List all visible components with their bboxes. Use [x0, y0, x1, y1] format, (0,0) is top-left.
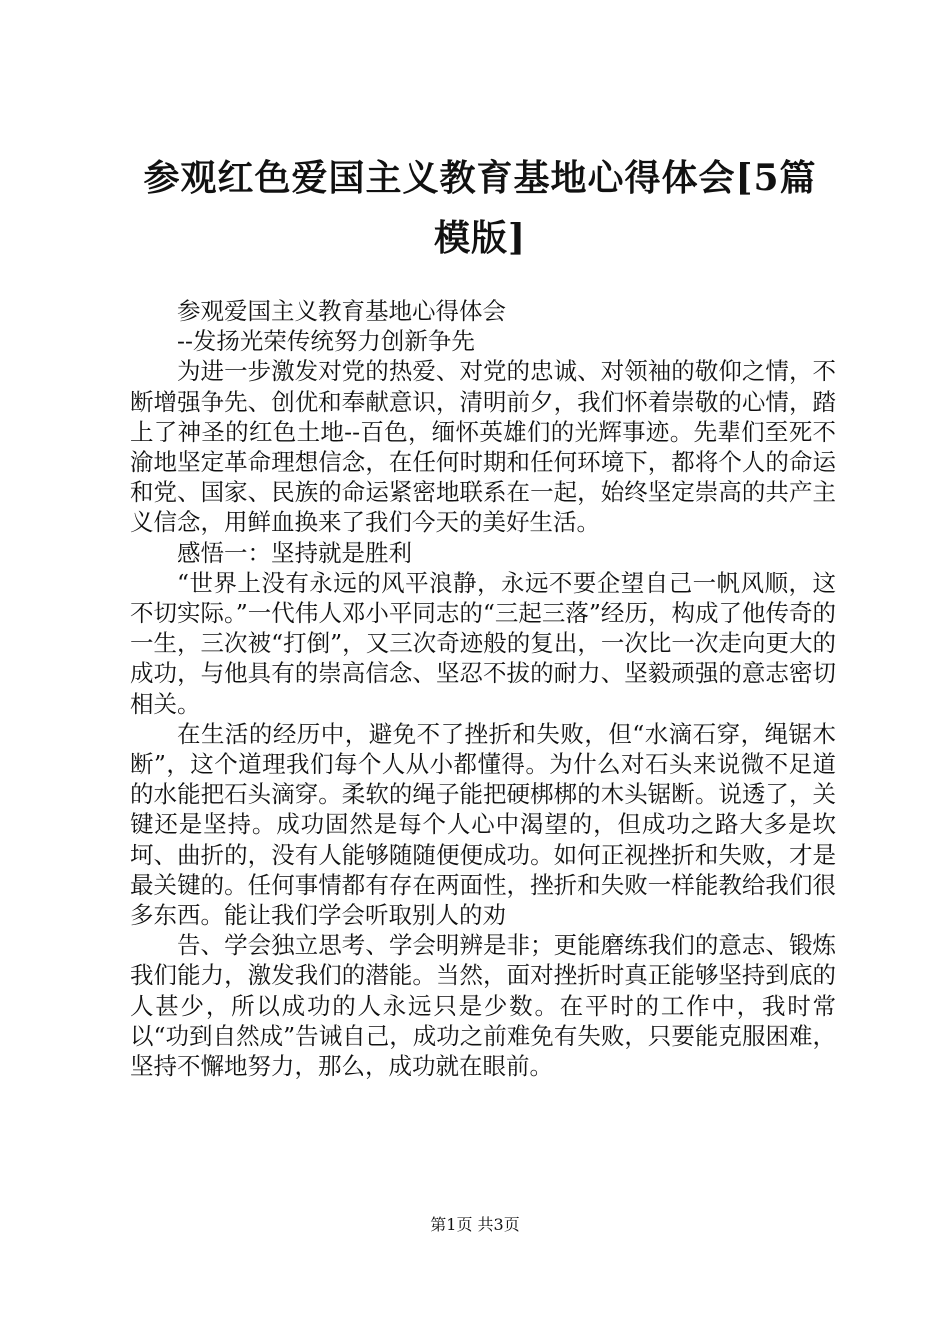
- subtitle-slogan: --发扬光荣传统努力创新争先: [177, 327, 475, 356]
- document-title: 参观红色爱国主义教育基地心得体会[5篇模版]: [143, 157, 817, 259]
- subtitle-line: 参观爱国主义教育基地心得体会: [177, 297, 506, 325]
- paragraph-conclusion: 告、学会独立思考、学会明辨是非；更能磨练我们的意志、锻炼我们能力，激发我们的潜能。当然，面对挫折时真正能够坚持到底的人甚少，所以成功的人永远只是少数。在平时的工作中，我时常以“功到自然成”告诫自己，成功之前难免有失败，只要能克服困难，坚持不懈地努力，那么，成功就在眼前。: [130, 931, 836, 1081]
- section-heading: 感悟一：坚持就是胜利: [177, 538, 412, 567]
- paragraph-quote: “世界上没有永远的风平浪静，永远不要企望自己一帆风顺，这不切实际。”一代伟人邓小平同志的“三起三落”经历，构成了他传奇的一生，三次被“打倒”，又三次奇迹般的复出，一次比一次走向更大的成功，与他具有的崇高信念、坚忍不拔的耐力、坚毅顽强的意志密切相关。: [130, 568, 836, 718]
- paragraph-persistence: 在生活的经历中，避免不了挫折和失败，但“水滴石穿，绳锯木断”，这个道理我们每个人从小都懂得。为什么对石头来说微不足道的水能把石头滴穿。柔软的绳子能把硬梆梆的木头锯断。说透了，关键还是坚持。成功固然是每个人心中渴望的，但成功之路大多是坎坷、曲折的，没有人能够随随便便成功。如何正视挫折和失败，才是最关键的。任何事情都有存在两面性，挫折和失败一样能教给我们很多东西。能让我们学会听取别人的劝: [130, 719, 836, 930]
- page-footer: 第1页 共3页: [430, 1215, 520, 1234]
- paragraph-intro: 为进一步激发对党的热爱、对党的忠诚、对领袖的敬仰之情，不断增强争先、创优和奉献意识，清明前夕，我们怀着崇敬的心情，踏上了神圣的红色土地--百色，缅怀英雄们的光辉事迹。先辈们至死不渝地坚定革命理想信念，在任何时期和任何环境下，都将个人的命运和党、国家、民族的命运紧密地联系在一起，始终坚定崇高的共产主义信念，用鲜血换来了我们今天的美好生活。: [130, 357, 836, 537]
- document-body: [130, 296, 836, 1081]
